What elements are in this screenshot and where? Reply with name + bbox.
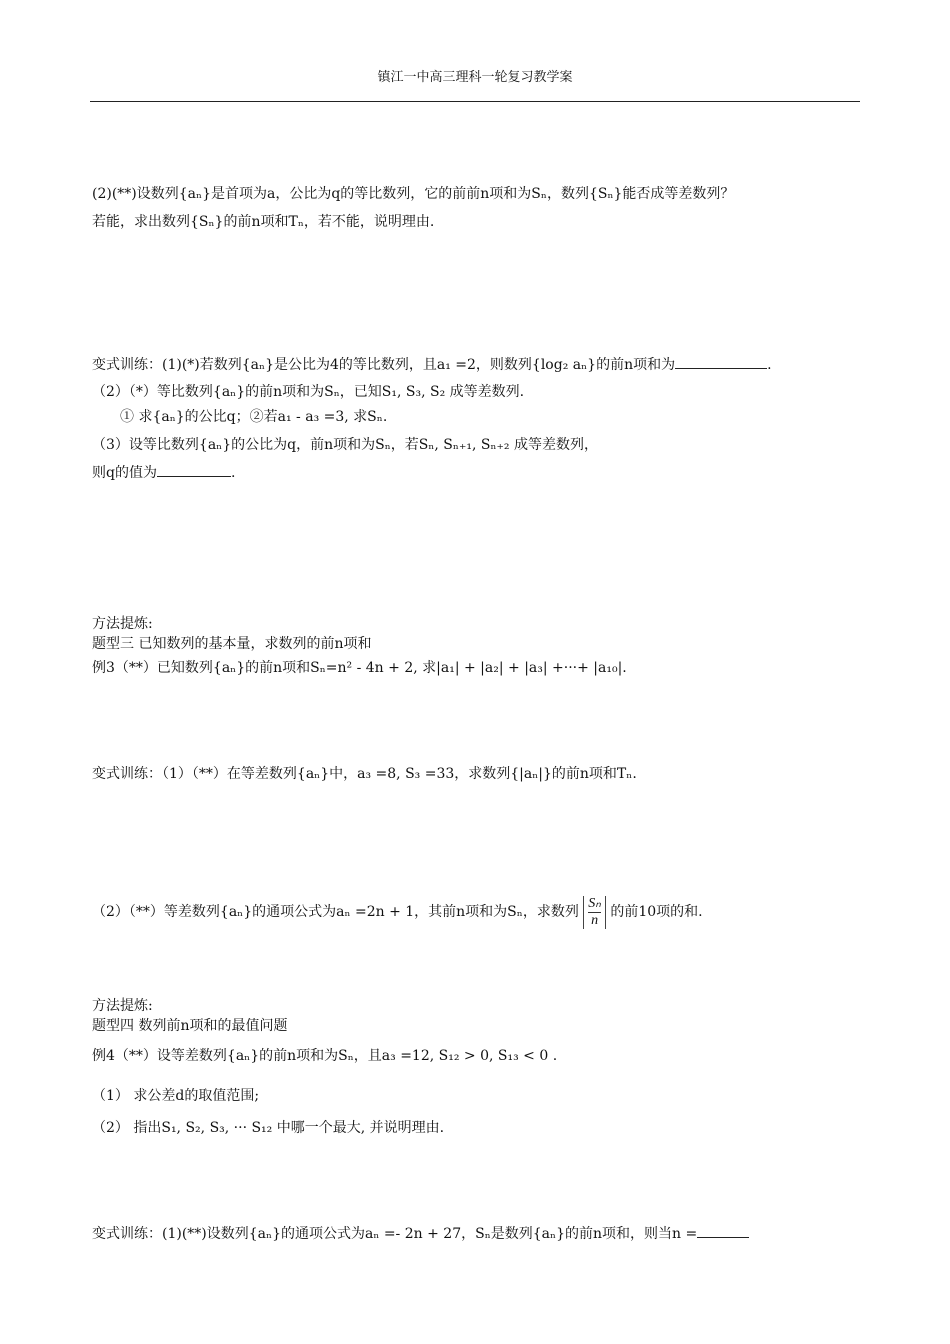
- header-divider: [90, 101, 860, 102]
- variant-topic3-2-text: （2）（**）等差数列{aₙ}的通项公式为aₙ =2n + 1，其前n项和为Sₙ，求数列: [92, 904, 579, 920]
- example-4-part-2: （2） 指出S₁, S₂, S₃, ··· S₁₂ 中哪一个最大, 并说明理由.: [92, 1120, 445, 1136]
- variant-topic4-1-text: 变式训练：(1)(**)设数列{aₙ}的通项公式为aₙ =- 2n + 27，Sₙ是数列{aₙ}的前n项和，则当n =: [92, 1226, 698, 1242]
- variant-1-line: [92, 354, 772, 375]
- problem-2-line-1: (2)(**)设数列{aₙ}是首项为a，公比为q的等比数列，它的前前n项和为Sₙ，数列{Sₙ}能否成等差数列？: [92, 186, 735, 202]
- fraction-sn-over-n: [583, 896, 606, 929]
- variant-topic3-2-line: [92, 892, 703, 932]
- example-3-line: 例3（**）已知数列{aₙ}的前n项和Sₙ=n² - 4n + 2, 求|a₁| + |a₂| + |a₃| +···+ |a₁₀|.: [92, 660, 627, 676]
- fraction-numerator: Sₙ: [588, 895, 601, 911]
- answer-blank: [697, 1223, 749, 1238]
- topic-4-heading: 题型四 数列前n项和的最值问题: [92, 1018, 288, 1034]
- answer-blank: [157, 462, 231, 477]
- method-summary-heading-2: 方法提炼:: [92, 998, 153, 1014]
- variant-topic3-2-end: 的前10项的和.: [610, 904, 703, 920]
- variant-1-text: 变式训练：(1)(*)若数列{aₙ}是公比为4的等比数列，且a₁ =2，则数列{log₂ aₙ}的前n项和为: [92, 357, 676, 373]
- variant-topic3-1-line: 变式训练：（1）（**）在等差数列{aₙ}中，a₃ =8, S₃ =33，求数列{|aₙ|}的前n项和Tₙ.: [92, 766, 637, 782]
- topic-3-heading: 题型三 已知数列的基本量，求数列的前n项和: [92, 636, 372, 652]
- page-header: 镇江一中高三理科一轮复习教学案: [377, 70, 573, 85]
- example-4-line: 例4（**）设等差数列{aₙ}的前n项和为Sₙ，且a₃ =12, S₁₂ > 0, S₁₃ < 0 .: [92, 1048, 558, 1064]
- variant-2-subquestions: ① 求{aₙ}的公比q；②若a₁ - a₃ =3, 求Sₙ.: [120, 409, 388, 425]
- fraction-denominator: n: [591, 912, 599, 928]
- example-4-part-1: （1） 求公差d的取值范围;: [92, 1088, 260, 1104]
- variant-3-line-1: （3）设等比数列{aₙ}的公比为q，前n项和为Sₙ，若Sₙ, Sₙ₊₁, Sₙ₊₂ 成等差数列，: [92, 437, 598, 453]
- variant-1-end: .: [767, 357, 772, 373]
- problem-2-line-2: 若能，求出数列{Sₙ}的前n项和Tₙ，若不能，说明理由.: [92, 214, 435, 230]
- variant-3-end: .: [230, 465, 236, 481]
- variant-3-text: 则q的值为: [92, 465, 157, 481]
- variant-topic4-1-line: [92, 1223, 749, 1244]
- variant-3-line-2: [92, 462, 235, 483]
- answer-blank: [675, 354, 767, 369]
- variant-2-line: （2）（*）等比数列{aₙ}的前n项和为Sₙ，已知S₁, S₃, S₂ 成等差数列.: [92, 384, 525, 400]
- method-summary-heading: 方法提炼:: [92, 616, 153, 632]
